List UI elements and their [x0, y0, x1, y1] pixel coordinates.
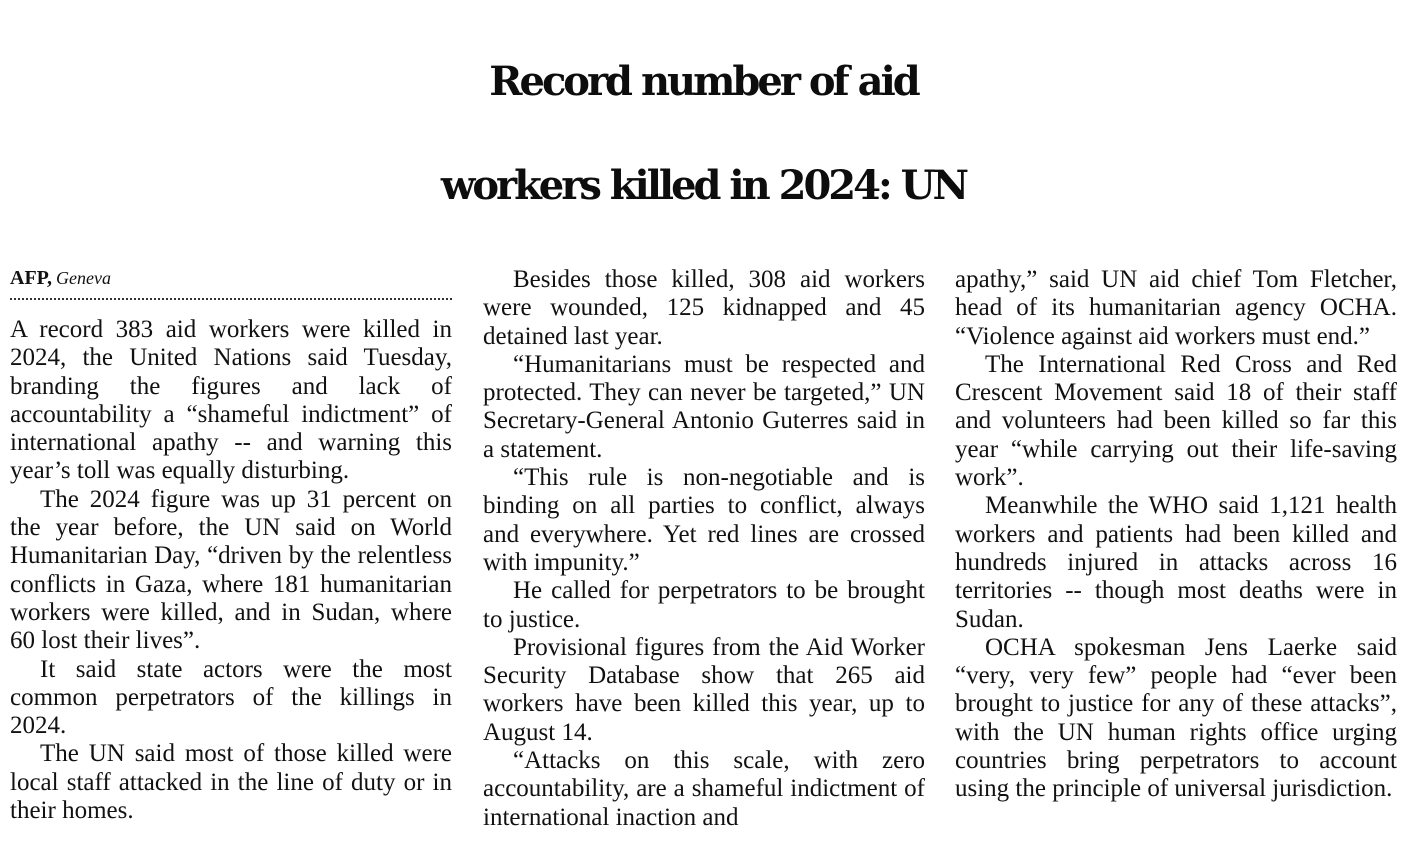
paragraph-1: A record 383 aid workers were killed in 2024, the United Nations said Tuesday, branding the figures and lack of accountability a “shameful indictment” of international apathy -- and warning this year’s toll was equally disturbing. — [10, 316, 452, 485]
paragraph-11: The International Red Cross and Red Crescent Movement said 18 of their staff and volunteers had been killed so far this year “while carrying out their life-saving work”. — [955, 350, 1397, 492]
paragraph-9: Provisional figures from the Aid Worker Security Database show that 265 aid workers have been killed this year, up to August 14. — [483, 633, 925, 746]
paragraph-10: “Attacks on this scale, with zero accountability, are a shameful indictment of international inaction and — [483, 747, 925, 831]
paragraph-7: “This rule is non-negotiable and is binding on all parties to conflict, always and everywhere. Yet red lines are crossed with impunity.” — [483, 464, 925, 576]
paragraph-13: OCHA spokesman Jens Laerke said “very, very few” people had “ever been brought to justice for any of these attacks”, with the UN human rights office urging countries bring perpetrators to account using the principle of universal jurisdiction. — [955, 633, 1397, 803]
headline — [0, 30, 1407, 238]
paragraph-12: Meanwhile the WHO said 1,121 health workers and patients had been killed and hundreds injured in attacks across 16 territories -- though most deaths were in Sudan. — [955, 492, 1397, 633]
headline-line-2: workers killed in 2024: UN — [440, 162, 967, 209]
byline-dateline: Geneva — [56, 268, 112, 288]
paragraph-4: The UN said most of those killed were local staff attacked in the line of duty or in their homes. — [10, 740, 452, 825]
paragraph-2: The 2024 figure was up 31 percent on the year before, the UN said on World Humanitarian Day, “driven by the relentless conflicts in Gaza, where 181 humanitarian workers were killed, and in Sudan, where 60 lost their lives”. — [10, 485, 452, 655]
paragraph-5: Besides those killed, 308 aid workers were wounded, 125 kidnapped and 45 detained last year. — [483, 266, 925, 350]
column-3 — [955, 266, 1397, 804]
column-2 — [483, 266, 925, 832]
paragraph-8: He called for perpetrators to be brought to justice. — [483, 577, 925, 633]
paragraph-6: “Humanitarians must be respected and protected. They can never be targeted,” UN Secretary-General Antonio Guterres said in a statement. — [483, 350, 925, 463]
headline-line-1: Record number of aid — [489, 58, 918, 105]
paragraph-10-continued: apathy,” said UN aid chief Tom Fletcher, head of its humanitarian agency OCHA. “Violence against aid workers must end.” — [955, 266, 1397, 350]
byline-divider — [10, 298, 452, 300]
byline — [10, 266, 452, 290]
column-1 — [10, 266, 452, 825]
byline-agency: AFP, — [10, 267, 53, 289]
paragraph-3: It said state actors were the most common perpetrators of the killings in 2024. — [10, 655, 452, 740]
